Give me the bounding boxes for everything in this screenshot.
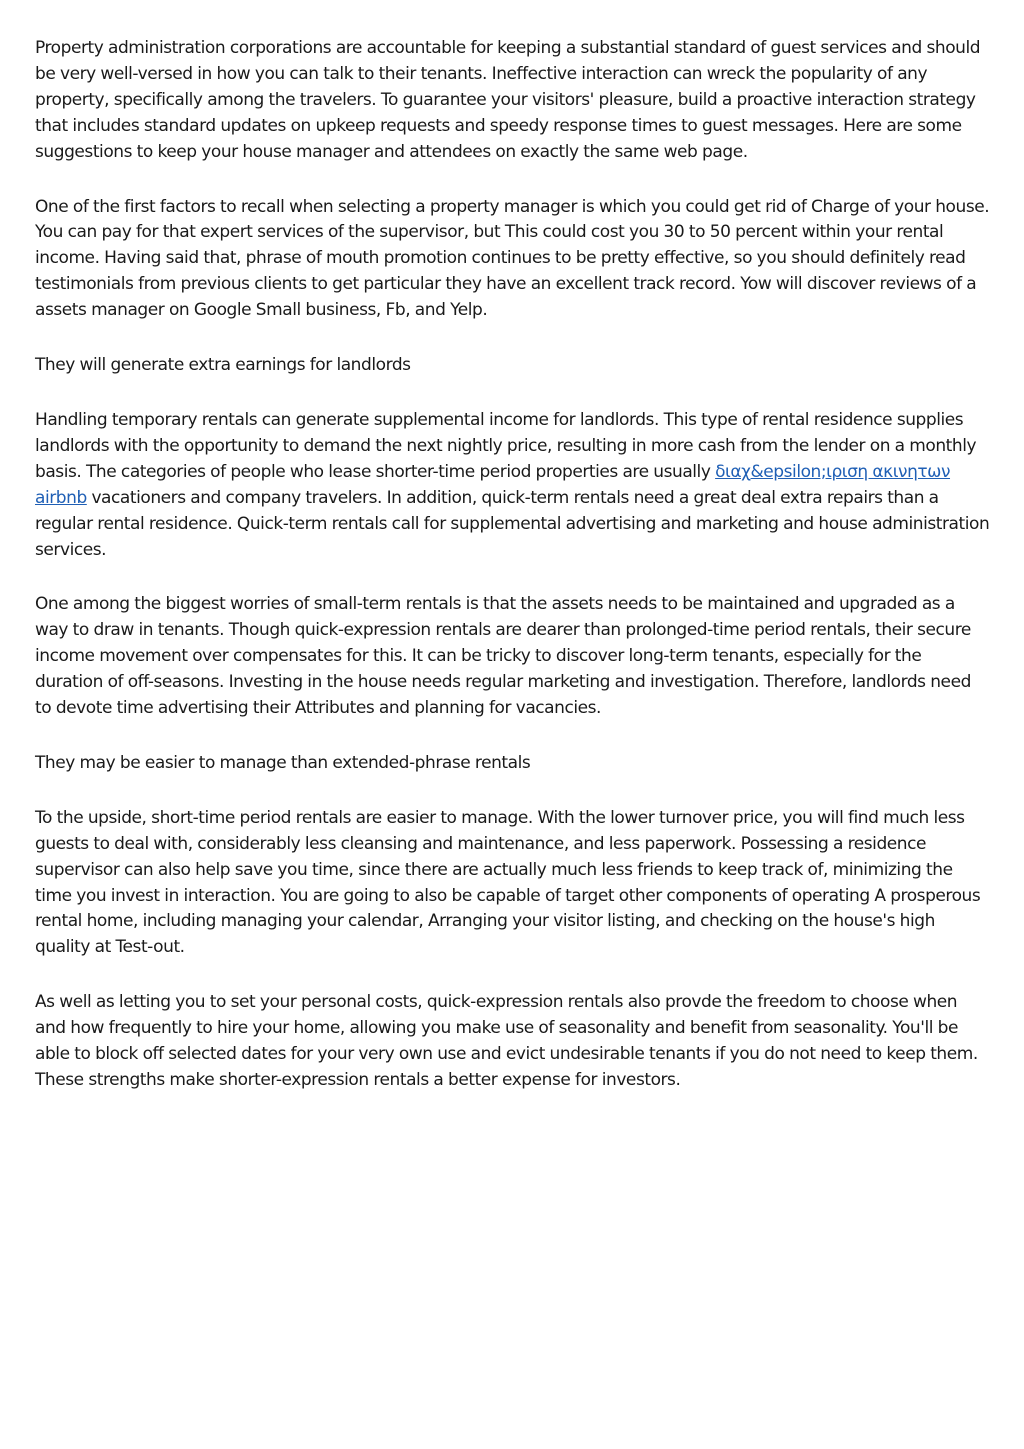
paragraph-set-costs: As well as letting you to set your personal costs, quick-expression rentals also provde the freedom to choose when and how frequently to hire your home, allowing you make use of seasonality and benefit from seasonality. You'll be able to block off selected dates for your very own use and evict undesirable tenants if you do not need to keep them. These strengths make shorter-expression rentals a better expense for investors. <box>35 992 978 1090</box>
paragraph-text-after-link: vacationers and company travelers. In addition, quick-term rentals need a great deal extra repairs than a regular rental residence. Quick-term rentals call for supplemental advertising and marketing and house administration services. <box>35 487 990 560</box>
paragraph-property-manager: One of the first factors to recall when selecting a property manager is which you could get rid of Charge of your house. You can pay for that expert services of the supervisor, but This could cost you 30 to 50 percent within your rental income. Having said that, phrase of mouth promotion continues to be pretty effective, so you should definitely read testimonials from previous clients to get particular they have an excellent track record. Yow will discover reviews of a assets manager on Google Small business, Fb, and Yelp. <box>35 196 990 321</box>
section-heading-easier-to-manage: They may be easier to manage than extended-phrase rentals <box>35 752 531 773</box>
section-heading-extra-earnings: They will generate extra earnings for landlords <box>35 355 411 376</box>
paragraph-short-term-worries: One among the biggest worries of small-term rentals is that the assets needs to be maintained and upgraded as a way to draw in tenants. Though quick-expression rentals are dearer than prolonged-time period rentals, their secure income movement over compensates for this. It can be tricky to discover long-term tenants, especially for the duration of off-seasons. Investing in the house needs regular marketing and investigation. Therefore, landlords need to devote time advertising their Attributes and planning for vacancies. <box>35 594 971 719</box>
paragraph-temporary-rentals <box>35 408 991 563</box>
document-body <box>35 36 991 1123</box>
airbnb-management-link[interactable]: διαχ&epsilon;ιριση ακινητων airbnb <box>35 461 951 508</box>
paragraph-text-before-link: Handling temporary rentals can generate supplemental income for landlords. This type of rental residence supplies landlords with the opportunity to demand the next nightly price, resulting in more cash from the lender on a monthly basis. The categories of people who lease shorter-time period properties are usually <box>35 409 977 482</box>
paragraph-upside: To the upside, short-time period rentals are easier to manage. With the lower turnover price, you will find much less guests to deal with, considerably less cleansing and maintenance, and less paperwork. Possessing a residence supervisor can also help save you time, since there are actually much less friends to keep track of, minimizing the time you invest in interaction. You are going to also be capable of target other components of operating A prosperous rental home, including managing your calendar, Arranging your visitor listing, and checking on the house's high quality at Test-out. <box>35 807 981 958</box>
paragraph-intro: Property administration corporations are accountable for keeping a substantial standard of guest services and should be very well-versed in how you can talk to their tenants. Ineffective interaction can wreck the popularity of any property, specifically among the travelers. To guarantee your visitors' pleasure, build a proactive interaction strategy that includes standard updates on upkeep requests and speedy response times to guest messages. Here are some suggestions to keep your house manager and attendees on exactly the same web page. <box>35 38 981 162</box>
